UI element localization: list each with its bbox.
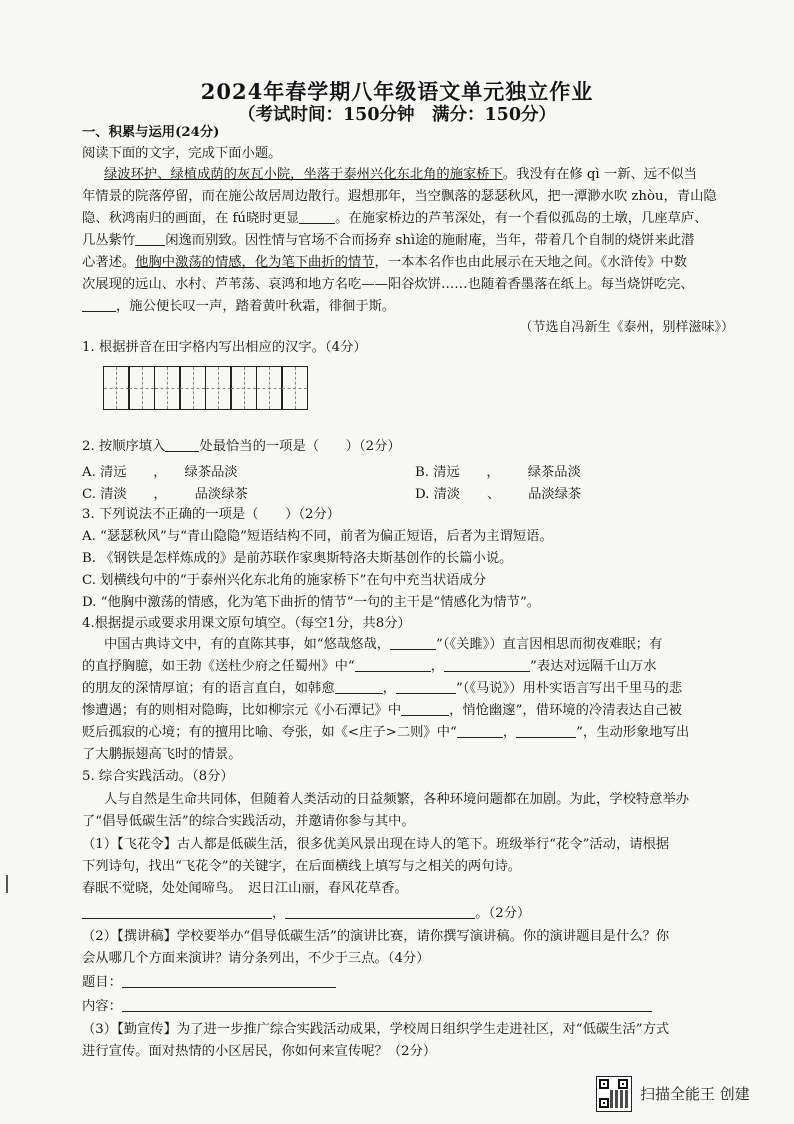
question-5: 5. 综合实践活动。（8分） [82, 769, 234, 784]
question-3: 3. 下列说法不正确的一项是（ ）（2分） [82, 507, 341, 522]
qr-code-icon [596, 1076, 632, 1112]
answer-blank[interactable] [355, 657, 431, 672]
grid-cell[interactable] [281, 366, 308, 410]
passage-line-7: ，施公便长叹一声，踏着黄叶秋霜，徘徊于斯。 [82, 296, 742, 318]
q5-paragraph-2: 了“倡导低碳生活”的综合实践活动，并邀请你参与其中。 [82, 814, 415, 829]
answer-blank[interactable] [165, 437, 199, 452]
q5-sub3-line-1: （3）【勤宣传】为了进一步推广综合实践活动成果，学校周日组织学生走进社区，对“低碳生活”方式 [82, 1022, 670, 1037]
q3-option-d[interactable]: D. “他胸中激荡的情感，化为笔下曲折的情节”一句的主干是“情感化为情节”。 [82, 595, 541, 610]
passage-line-5: 心著述。他胸中激荡的情感，化为笔下曲折的情节，一本本名作也由此展示在天地之间。《水浒传》中数 [82, 255, 688, 270]
q5-sub1-answer: ， 。（2分） [82, 903, 742, 925]
answer-blank[interactable] [82, 297, 116, 312]
answer-blank[interactable] [390, 635, 436, 650]
grid-cell[interactable] [256, 366, 283, 410]
passage-source: （节选自冯新生《泰州，别样滋味》） [519, 320, 734, 335]
q5-sub2-line-1: （2）【撰讲稿】学校要举办“倡导低碳生活”的演讲比赛，请你撰写演讲稿。你的演讲题目是什么？你 [82, 929, 670, 944]
grid-cell[interactable] [205, 366, 232, 410]
underlined-sentence-2: 他胸中激荡的情感，化为笔下曲折的情节 [135, 255, 375, 270]
tianzige-grid[interactable] [104, 366, 308, 410]
q4-line-6: 了大鹏振翅高飞时的情景。 [82, 747, 242, 762]
section-heading: 一、积累与运用(24分) [82, 125, 220, 140]
answer-blank[interactable] [396, 679, 456, 694]
grid-cell[interactable] [154, 366, 181, 410]
q5-sub3-line-2: 进行宣传。面对热情的小区居民，你如何来宣传呢？（2分） [82, 1044, 437, 1059]
q3-option-c[interactable]: C. 划横线句中的“于泰州兴化东北角的施家桥下”在句中充当状语成分 [82, 573, 487, 588]
q3-option-a[interactable]: A. “瑟瑟秋风”与“青山隐隐”短语结构不同，前者为偏正短语，后者为主谓短语。 [82, 529, 553, 544]
q5-sub1-line-2: 下列诗句，找出“飞花令”的关键字，在后面横线上填写与之相关的两句诗。 [82, 859, 522, 874]
passage-line-4: 几丛紫竹 闲逸而别致。因性情与官场不合而扬弃 shì途的施耐庵，当年，带着几个自制的烧饼来此潜 [82, 233, 695, 248]
scan-edge-mark [6, 875, 8, 893]
grid-cell[interactable] [103, 366, 130, 410]
grid-cell[interactable] [230, 366, 257, 410]
q2-option-d[interactable]: D. 清淡 、 品淡绿茶 [415, 487, 582, 502]
q5-title-line: 题目： [82, 972, 742, 994]
question-2: 2. 按顺序填入 处最恰当的一项是（ ）（2分） [82, 439, 401, 454]
passage-intro: 阅读下面的文字，完成下面小题。 [82, 146, 282, 161]
passage-line-6: 次展现的远山、水村、芦苇荡、哀鸿和地方名吃——阳谷炊饼……也随着香墨落在纸上。每当烧饼吃完、 [82, 277, 694, 292]
passage-line-3: 隐、秋鸿南归的画面，在 fú晓时更显 。在施家桥边的芦苇深处，有一个看似孤岛的土墩，几座草庐、 [82, 211, 708, 226]
q2-option-c[interactable]: C. 清淡 ， 品淡绿茶 [82, 487, 248, 502]
underlined-sentence-1: 绿波环护、绿植成荫的灰瓦小院，坐落于泰州兴化东北角的施家桥下 [104, 167, 503, 182]
answer-blank[interactable] [299, 209, 335, 224]
answer-blank[interactable] [401, 701, 449, 716]
answer-blank[interactable] [444, 657, 530, 672]
answer-blank[interactable] [335, 679, 383, 694]
answer-blank[interactable] [82, 904, 272, 919]
q4-line-5: 贬后孤寂的心境；有的擅用比喻、夸张，如《<庄子>二则》中“ ， ”，生动形象地写出 [82, 725, 690, 740]
q4-line-4: 惨遭遇；有的则相对隐晦，比如柳宗元《小石潭记》中 ，悄怆幽邃”，借环境的冷清表达自己被 [82, 703, 682, 718]
q2-option-a[interactable]: A. 清远 ， 绿茶品淡 [82, 465, 238, 480]
q5-paragraph-1: 人与自然是生命共同体，但随着人类活动的日益频繁，各种环境问题都在加剧。为此，学校特意举办 [104, 792, 690, 807]
exam-subtitle: （考试时间：150分钟 满分：150分） [237, 105, 557, 125]
question-1: 1. 根据拼音在田字格内写出相应的汉字。（4分） [82, 340, 367, 355]
q5-sub1-line-1: （1）【飞花令】古人都是低碳生活，很多优美风景出现在诗人的笔下。班级举行“花令”活动，请根据 [82, 837, 670, 852]
q5-poem-lines: 春眠不觉晓，处处闻啼鸟。 迟日江山丽，春风花草香。 [82, 881, 408, 896]
grid-cell[interactable] [128, 366, 155, 410]
q3-option-b[interactable]: B. 《钢铁是怎样炼成的》是前苏联作家奥斯特洛夫斯基创作的长篇小说。 [82, 551, 513, 566]
answer-blank[interactable] [516, 723, 576, 738]
q5-content-line: 内容： [82, 996, 742, 1018]
answer-blank[interactable] [135, 231, 165, 246]
passage-line-2: 年情景的院落停留，而在施公故居周边散行。遐想那年，当空飘落的瑟瑟秋风，把一潭渺水吹 zhòu，青山隐 [82, 189, 717, 204]
q2-option-b[interactable]: B. 清远 ， 绿茶品淡 [415, 465, 581, 480]
answer-blank[interactable] [285, 904, 475, 919]
question-4: 4.根据提示或要求用课文原句填空。（每空1分，共8分） [82, 616, 411, 631]
grid-cell[interactable] [179, 366, 206, 410]
answer-blank[interactable] [457, 723, 503, 738]
title-answer-field[interactable] [122, 973, 336, 988]
exam-title: 2024年春学期八年级语文单元独立作业 [200, 79, 594, 104]
q5-sub2-line-2: 会从哪几个方面来演讲？请分条列出，不少于三点。（4分） [82, 951, 430, 966]
content-answer-field[interactable] [122, 997, 652, 1012]
q4-line-3: 的朋友的深情厚谊；有的语言直白，如韩愈 ， ”（《马说》）用朴实语言写出千里马的悲 [82, 681, 683, 696]
q4-line-1: 中国古典诗文中，有的直陈其事，如“悠哉悠哉， ”（《关雎》）直言因相思而彻夜难眠；有 [104, 637, 663, 652]
scanner-watermark: 扫描全能王 创建 [640, 1085, 750, 1103]
q4-line-2: 的直抒胸臆，如王勃《送杜少府之任蜀州》中“ ， ”表达对远隔千山万水 [82, 659, 657, 674]
passage-line-1: 绿波环护、绿植成荫的灰瓦小院，坐落于泰州兴化东北角的施家桥下。我没有在修 qì 一新、远不似当 [104, 167, 697, 182]
